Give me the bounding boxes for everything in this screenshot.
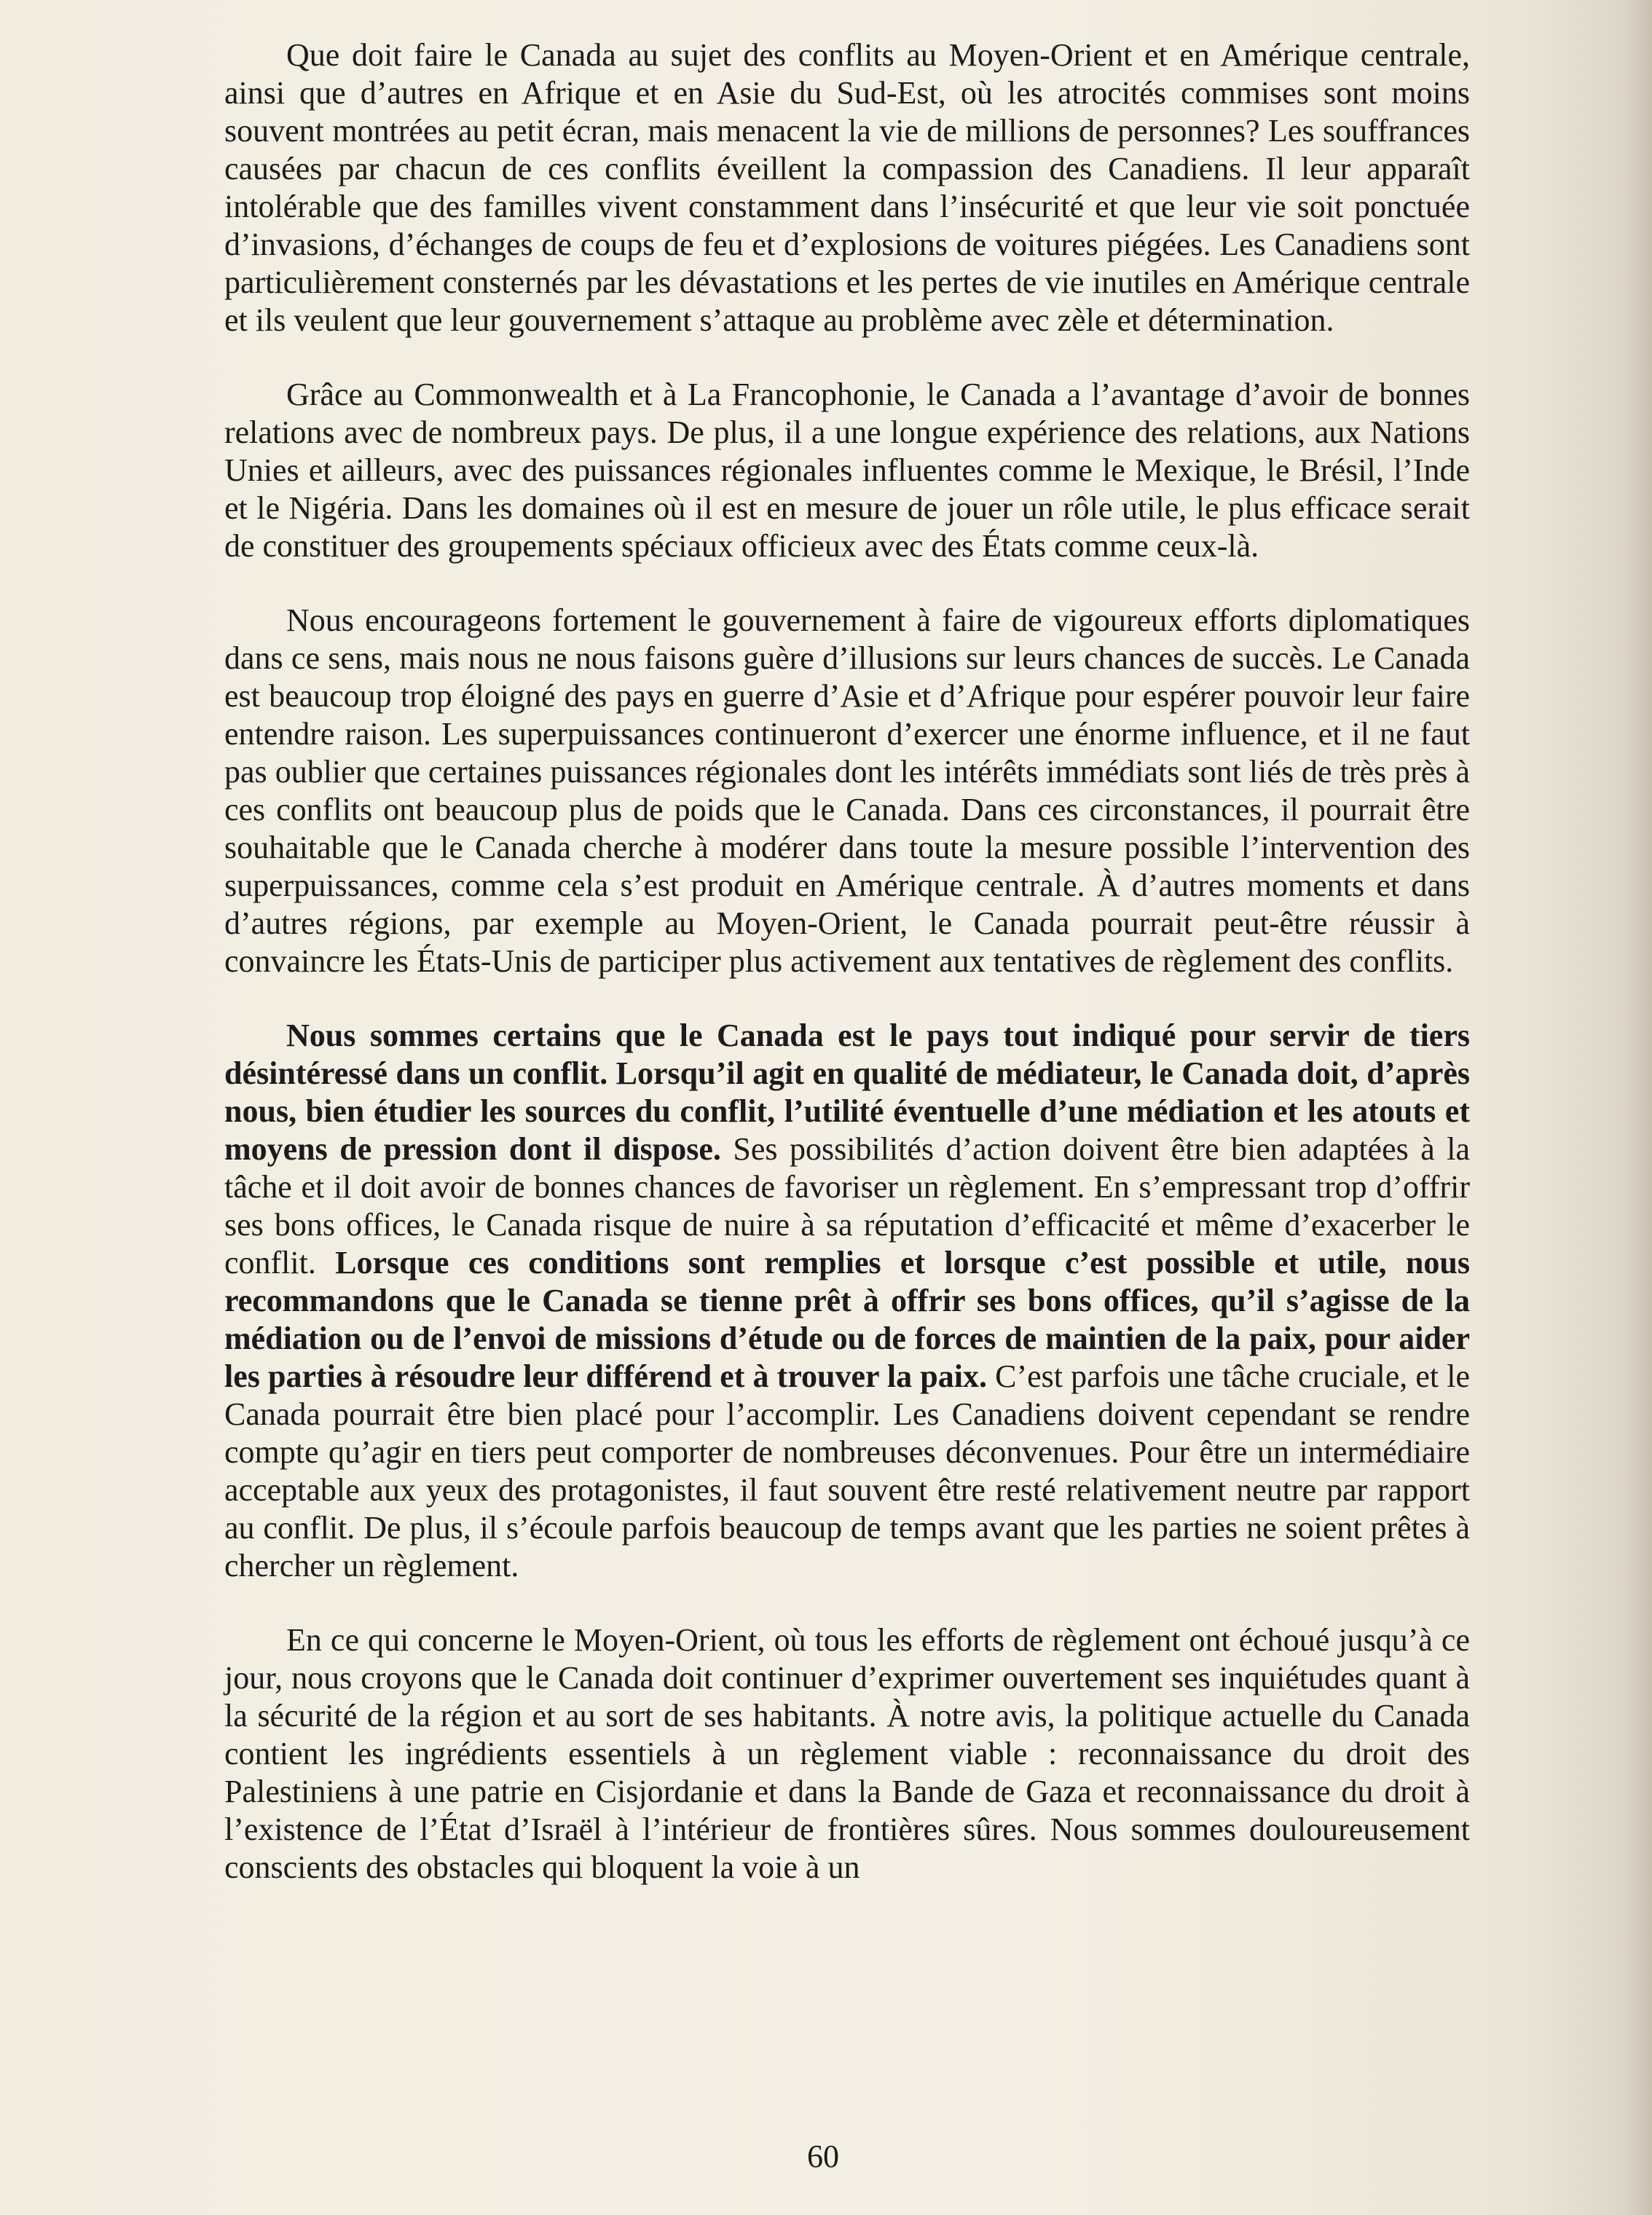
paragraph-5-text: En ce qui concerne le Moyen-Orient, où tous les efforts de règlement ont échoué jusqu’à ce jour, nous croyons que le Canada doit continuer d’exprimer ouvertement ses inquiétudes quant à la sécurité de la région et au sort de ses habitants. À notre avis, la politique actuelle du Canada contient les ingrédients essentiels à un règlement viable : reconnaissance du droit des Palestiniens à une patrie en Cisjordanie et dans la Bande de Gaza et reconnaissance du droit à l’existence de l’État d’Israël à l’intérieur de frontières sûres. Nous sommes douloureusement conscients des obstacles qui bloquent la voie à un [224,1622,1470,1885]
paragraph-4-bold-2: Lorsque ces conditions sont remplies et lorsque c’est possible et utile, nous recommandons que le Canada se tienne prêt à offrir ses bons offices, qu’il s’agisse de la médiation ou de l’envoi de missions d’étude ou de forces de maintien de la paix, pour aider les parties à résoudre leur différend et à trouver la paix. [224,1245,1470,1394]
page-number: 60 [807,2139,839,2174]
paragraph-4 [224,1017,1470,1585]
paragraph-2-text: Grâce au Commonwealth et à La Francophonie, le Canada a l’avantage d’avoir de bonnes relations avec de nombreux pays. De plus, il a une longue expérience des relations, aux Nations Unies et ailleurs, avec des puissances régionales influentes comme le Mexique, le Brésil, l’Inde et le Nigéria. Dans les domaines où il est en mesure de jouer un rôle utile, le plus efficace serait de constituer des groupements spéciaux officieux avec des États comme ceux-là. [224,377,1470,564]
paragraph-2 [224,376,1470,565]
paragraph-4-text-2: C’est parfois une tâche cruciale, et le Canada pourrait être bien placé pour l’accomplir. Les Canadiens doivent cependant se rendre compte qu’agir en tiers peut comporter de nombreuses déconvenues. Pour être un intermédiaire acceptable aux yeux des protagonistes, il faut souvent être resté relativement neutre par rapport au conflit. De plus, il s’écoule parfois beaucoup de temps avant que les parties ne soient prêtes à chercher un règlement. [224,1358,1470,1583]
paragraph-3-text: Nous encourageons fortement le gouvernement à faire de vigoureux efforts diplomatiques dans ce sens, mais nous ne nous faisons guère d’illusions sur leurs chances de succès. Le Canada est beaucoup trop éloigné des pays en guerre d’Asie et d’Afrique pour espérer pouvoir leur faire entendre raison. Les superpuissances continueront d’exercer une énorme influence, et il ne faut pas oublier que certaines puissances régionales dont les intérêts immédiats sont liés de très près à ces conflits ont beaucoup plus de poids que le Canada. Dans ces circonstances, il pourrait être souhaitable que le Canada cherche à modérer dans toute la mesure possible l’intervention des superpuissances, comme cela s’est produit en Amérique centrale. À d’autres moments et dans d’autres régions, par exemple au Moyen-Orient, le Canada pourrait peut-être réussir à convaincre les États-Unis de participer plus activement aux tentatives de règlement des conflits. [224,602,1470,979]
paragraph-5 [224,1621,1470,1887]
paragraph-1-text: Que doit faire le Canada au sujet des conflits au Moyen-Orient et en Amérique centrale, ainsi que d’autres en Afrique et en Asie du Sud-Est, où les atrocités commises sont moins souvent montrées au petit écran, mais menacent la vie de millions de personnes? Les souffrances causées par chacun de ces conflits éveillent la compassion des Canadiens. Il leur apparaît intolérable que des familles vivent constamment dans l’insécurité et que leur vie soit ponctuée d’invasions, d’échanges de coups de feu et d’explosions de voitures piégées. Les Canadiens sont particulièrement consternés par les dévastations et les pertes de vie inutiles en Amérique centrale et ils veulent que leur gouvernement s’attaque au problème avec zèle et détermination. [224,37,1470,338]
paragraph-4-bold-1: Nous sommes certains que le Canada est le pays tout indiqué pour servir de tiers désintéressé dans un conflit. Lorsqu’il agit en qualité de médiateur, le Canada doit, d’après nous, bien étudier les sources du conflit, l’utilité éventuelle d’une médiation et les atouts et moyens de pression dont il dispose. [224,1018,1470,1167]
paragraph-4-text-1: Ses possibilités d’action doivent être bien adaptées à la tâche et il doit avoir de bonnes chances de favoriser un règlement. En s’empressant trop d’offrir ses bons offices, le Canada risque de nuire à sa réputation d’efficacité et même d’exacerber le conflit. [224,1131,1470,1280]
paragraph-1 [224,36,1470,339]
page-edge-shadow [1623,0,1652,2215]
body-text [224,36,1470,1923]
paragraph-3 [224,602,1470,980]
